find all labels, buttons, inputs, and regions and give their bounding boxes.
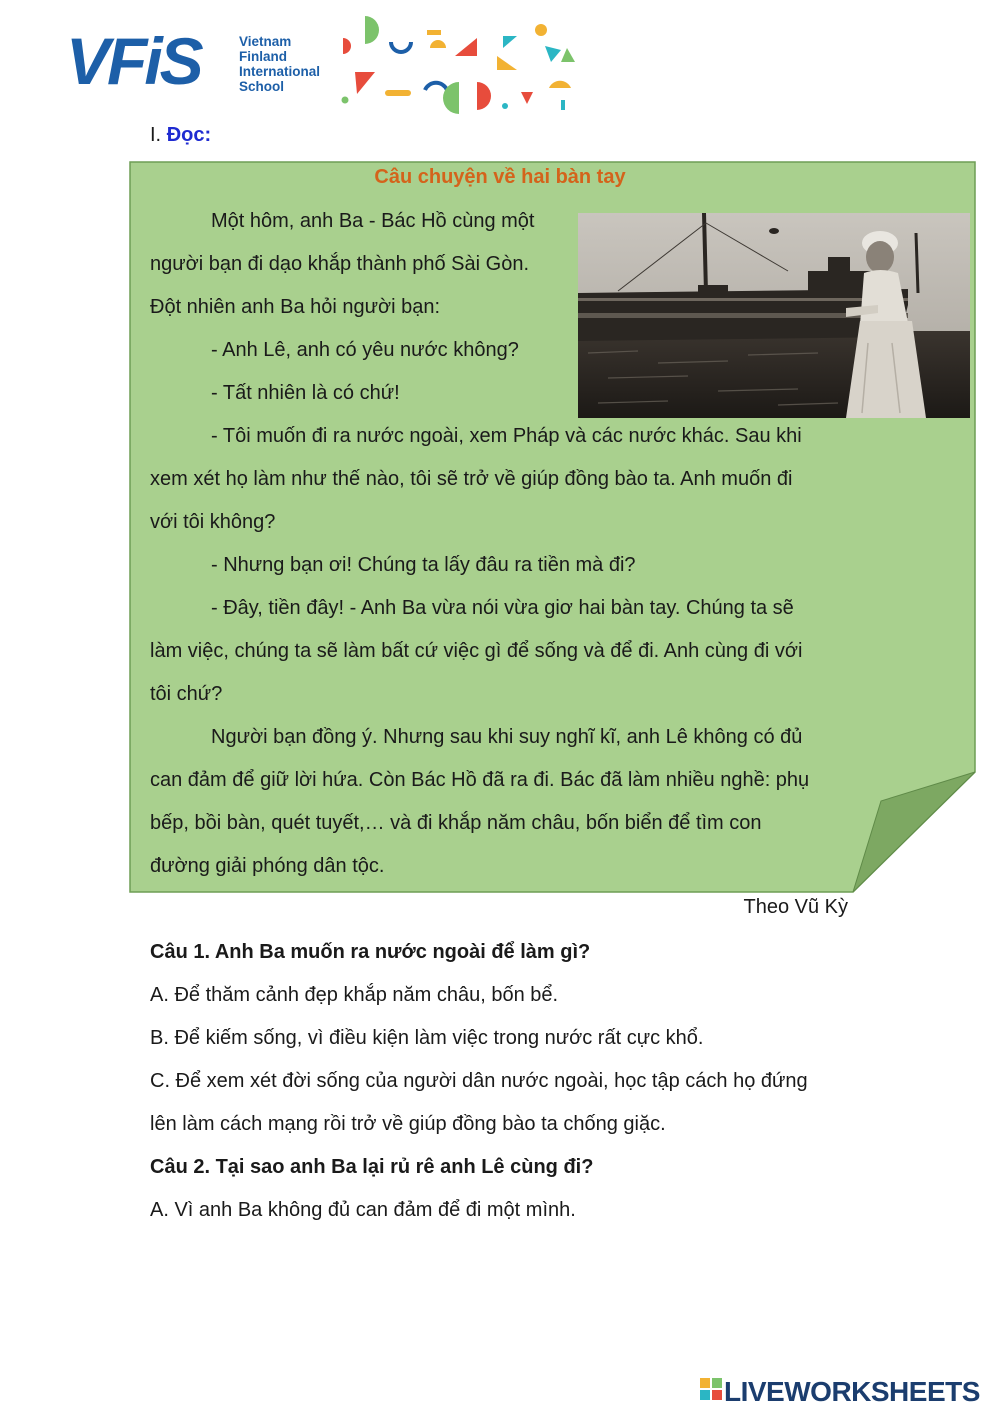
logo-decoration-shapes — [335, 8, 580, 118]
story-line: - Nhưng bạn ơi! Chúng ta lấy đâu ra tiền mà đi? — [211, 554, 636, 576]
story-line: Đột nhiên anh Ba hỏi người bạn: — [150, 296, 441, 318]
question-1-option-b[interactable]: B. Để kiếm sống, vì điều kiện làm việc trong nước rất cực khổ. — [150, 1027, 704, 1049]
story-line: làm việc, chúng ta sẽ làm bất cứ việc gì để sống và để đi. Anh cùng đi với — [150, 640, 803, 662]
section-label: Đọc: — [166, 124, 212, 146]
story-title: Câu chuyện về hai bàn tay — [374, 166, 626, 188]
school-name-line: Vietnam — [239, 34, 292, 49]
question-1-option-c-continued[interactable]: lên làm cách mạng rồi trở về giúp đồng bào ta chống giặc. — [150, 1113, 666, 1135]
section-heading — [150, 124, 211, 147]
question-2-option-a[interactable]: A. Vì anh Ba không đủ can đảm để đi một mình. — [150, 1199, 576, 1221]
school-logo-mark: VFiS — [66, 24, 201, 98]
question-1-option-a[interactable]: A. Để thăm cảnh đẹp khắp năm châu, bốn bể. — [150, 984, 559, 1006]
school-name — [239, 34, 320, 94]
school-name-line: School — [239, 79, 285, 94]
story-line: - Anh Lê, anh có yêu nước không? — [211, 339, 519, 361]
story-line: bếp, bồi bàn, quét tuyết,… và đi khắp năm châu, bốn biển để tìm con — [150, 812, 762, 834]
liveworksheets-logo-icon — [700, 1374, 724, 1404]
section-number: I. — [150, 124, 162, 146]
story-line: người bạn đi dạo khắp thành phố Sài Gòn. — [150, 253, 530, 275]
liveworksheets-brand: LIVEWORKSHEETS — [724, 1376, 980, 1407]
school-name-line: Finland — [239, 49, 287, 64]
question-1-option-c[interactable]: C. Để xem xét đời sống của người dân nước ngoài, học tập cách họ đứng — [150, 1070, 808, 1092]
story-source: Theo Vũ Kỳ — [743, 896, 848, 918]
story-line: - Đây, tiền đây! - Anh Ba vừa nói vừa giơ hai bàn tay. Chúng ta sẽ — [211, 597, 794, 619]
story-line: - Tôi muốn đi ra nước ngoài, xem Pháp và các nước khác. Sau khi — [211, 425, 802, 447]
story-line: - Tất nhiên là có chứ! — [211, 382, 400, 404]
story-line: xem xét họ làm như thế nào, tôi sẽ trở về giúp đồng bào ta. Anh muốn đi — [150, 468, 793, 490]
school-name-line: International — [239, 64, 321, 79]
story-line: tôi chứ? — [150, 683, 223, 705]
question-1-title: Câu 1. Anh Ba muốn ra nước ngoài để làm gì? — [150, 941, 591, 963]
question-2-title: Câu 2. Tại sao anh Ba lại rủ rê anh Lê cùng đi? — [150, 1156, 594, 1178]
story-line: can đảm để giữ lời hứa. Còn Bác Hồ đã ra đi. Bác đã làm nhiều nghề: phụ — [150, 769, 810, 791]
story-line: Người bạn đồng ý. Nhưng sau khi suy nghĩ kĩ, anh Lê không có đủ — [211, 726, 803, 748]
story-line: với tôi không? — [150, 511, 276, 533]
story-line: đường giải phóng dân tộc. — [150, 855, 385, 877]
story-photo — [578, 213, 970, 418]
story-line: Một hôm, anh Ba - Bác Hồ cùng một — [211, 210, 535, 232]
